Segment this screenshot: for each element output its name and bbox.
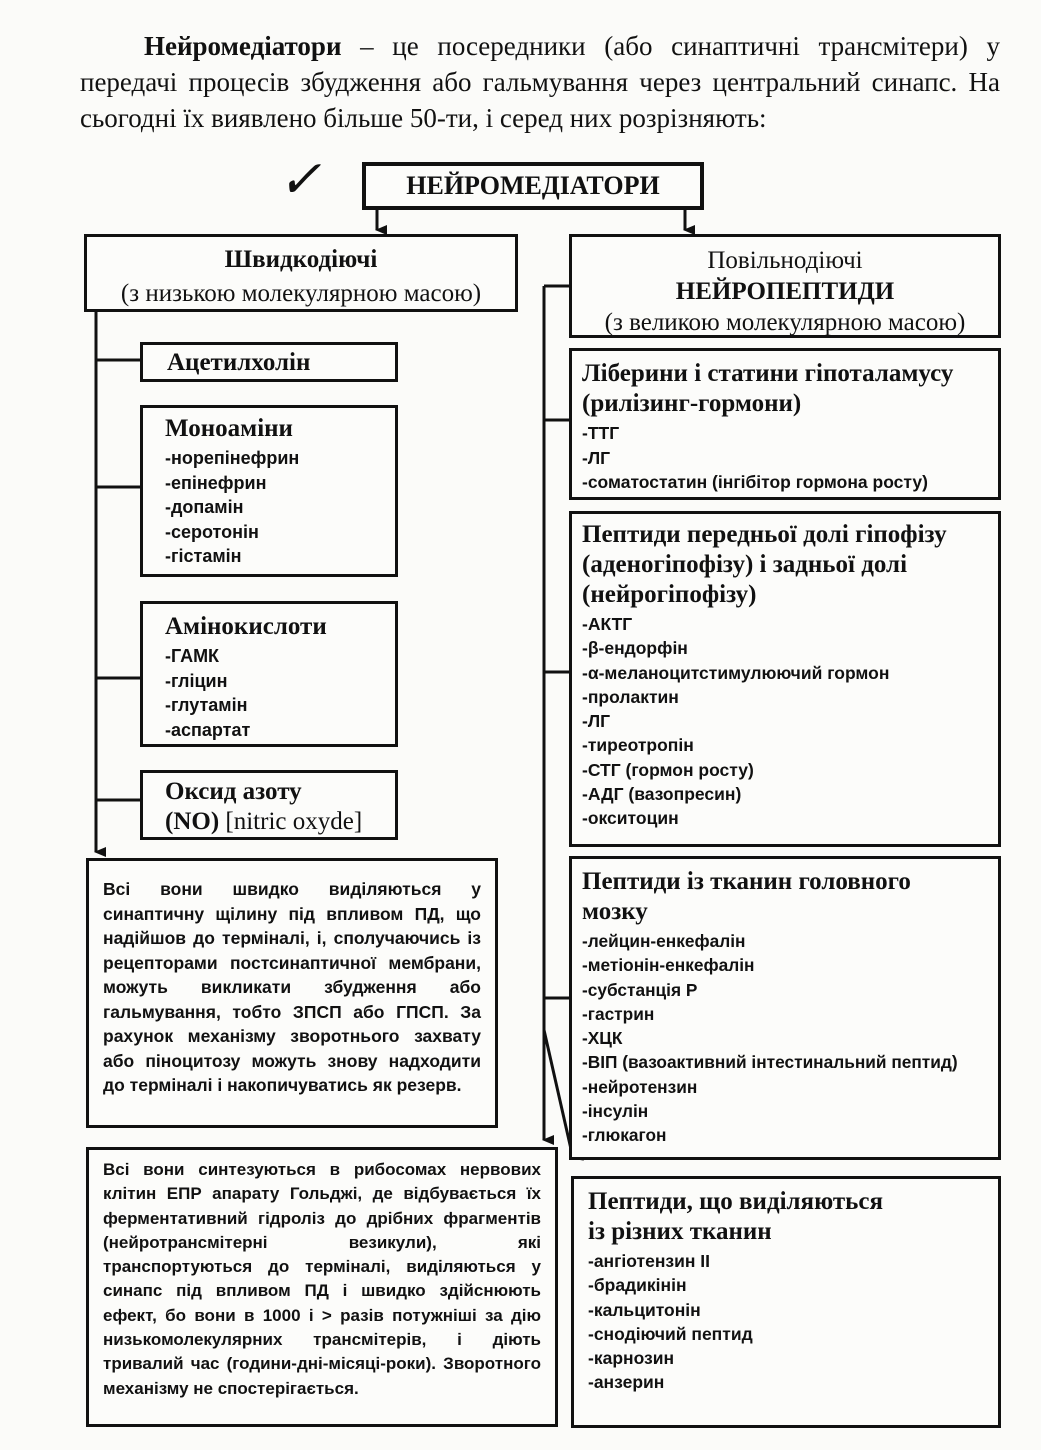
various-peptides-box [571,1176,1001,1428]
intro-text: – це посередники (або синаптичні трансмітери) у передачі процесів збудження або гальмування через центральний синапс. На сьогодні їх виявлено більше 50-ти, і серед них розрізняють: [80,31,1000,133]
nitric-oxide-line1: Оксид азоту [165,778,302,805]
list-item: -пролактин [582,686,679,707]
amino-acids-box [140,601,398,747]
pituitary-list [582,612,998,831]
list-item: -анзерин [588,1372,665,1393]
list-item: -допамін [165,497,244,517]
intro-term: Нейромедіатори [144,31,342,61]
fast-description-text: Всі вони швидко виділяються у синаптичну щілину під впливом ПД, що надійшов до терміналі, і, сполучаючись із рецепторами постсинаптичної мембрани, можуть викликати збудження або гальмування, тобто ЗПСП або ГПСП. За рахунок механізму зворотнього захвату або піноцитозу можуть знову надходити до терміналі і накопичуватись як резерв. [103,879,481,1095]
various-list [588,1249,998,1395]
list-item: -епінефрин [165,472,267,493]
various-title-line: із різних тканин [588,1218,772,1245]
liberins-title: Ліберини і статини гіпоталамусу [582,360,954,387]
list-item: -окситоцин [582,808,679,829]
list-item: -α-меланоцитстимулюючий гормон [582,662,890,683]
list-item: -глутамін [165,695,248,715]
fast-description-box [86,858,498,1128]
list-item: -гастрин [582,1003,655,1024]
slow-description-text: Всі вони синтезуються в рибосомах нервових клітин ЕПР апарату Гольджі, де відбувається їх ферментативний гідроліз до дрібних фрагментів (нейротрансмітерні везикули), які транспортуються до терміналі, виділяються у синапс під впливом ПД і швидко здійснюють ефект, бо вони в 1000 і > разів потужніші за дію низькомолекулярних трансмітерів, і діють тривалий час (години-дні-місяці-роки). Зворотного механізму не спостерігається. [103,1160,541,1398]
list-item: -аспартат [165,719,251,740]
amino-acids-list [165,644,395,742]
pituitary-title-line: (нейрогіпофізу) [582,581,757,608]
brain-title-line: мозку [582,898,648,925]
list-item: -ГАМК [165,646,220,666]
list-item: -нейротензин [582,1076,698,1097]
list-item: -ЛГ [582,711,611,732]
list-item: -гліцин [165,670,228,691]
list-item: -гістамін [165,546,242,566]
brain-title-line: Пептиди із тканин головного [582,868,911,895]
root-title: НЕЙРОМЕДІАТОРИ [406,171,660,200]
fast-acting-subtitle: (з низькою молекулярною масою) [120,280,482,307]
pituitary-title-line: Пептиди передньої долі гіпофізу [582,521,947,548]
list-item: -субстанція Р [582,979,698,1000]
slow-acting-title2: НЕЙРОПЕПТИДИ [675,278,895,305]
monoamines-list [165,446,395,569]
list-item: -соматостатин (інгібітор гормона росту) [582,472,928,492]
various-title-line: Пептиди, що виділяються [588,1188,883,1215]
list-item: -метіонін-енкефалін [582,955,755,976]
nitric-oxide-english: [nitric oxyde] [219,808,363,835]
list-item: -ВІП (вазоактивний інтестинальний пептид) [582,1052,958,1073]
list-item: -брадикінін [588,1275,687,1296]
slow-acting-subtitle: (з великою молекулярною масою) [604,309,966,336]
list-item: -інсулін [582,1101,649,1122]
list-item: -тиреотропін [582,735,694,756]
acetylcholine-label: Ацетилхолін [167,349,311,376]
pituitary-peptides-box [569,511,1001,847]
list-item: -ЛГ [582,447,611,468]
list-item: -серотонін [165,521,259,542]
pituitary-title-line: (аденогіпофізу) і задньої долі [582,551,908,578]
list-item: -ангіотензин II [588,1251,711,1271]
brain-peptides-box [569,856,1001,1160]
nitric-oxide-formula: (NO) [165,808,220,835]
check-mark: ✓ [278,150,322,210]
slow-acting-title: Повільнодіючі [707,247,863,274]
fast-acting-box [84,234,518,312]
monoamines-box [140,405,398,577]
liberins-list [582,421,998,495]
list-item: -β-ендорфін [582,638,688,659]
slow-description-box [86,1147,558,1427]
list-item: -ХЦК [582,1028,623,1049]
liberins-title2: (рилізинг-гормони) [582,390,802,417]
list-item: -карнозин [588,1348,675,1369]
list-item: -СТГ (гормон росту) [582,759,754,780]
list-item: -снодіючий пептид [588,1323,753,1344]
nitric-oxide-box [140,770,398,840]
liberins-box [569,348,1001,500]
acetylcholine-box [140,342,398,382]
root-box [362,162,704,210]
list-item: -глюкагон [582,1125,667,1146]
list-item: -норепінефрин [165,448,300,468]
list-item: -АКТГ [582,614,633,634]
monoamines-title: Моноаміни [165,415,293,442]
list-item: -АДГ (вазопресин) [582,784,742,805]
list-item: -ТТГ [582,423,620,443]
slow-acting-box [569,234,1001,338]
brain-list [582,929,998,1148]
fast-acting-title: Швидкодіючі [224,246,378,273]
list-item: -кальцитонін [588,1299,701,1320]
amino-acids-title: Амінокислоти [165,613,327,640]
list-item: -лейцин-енкефалін [582,931,746,951]
